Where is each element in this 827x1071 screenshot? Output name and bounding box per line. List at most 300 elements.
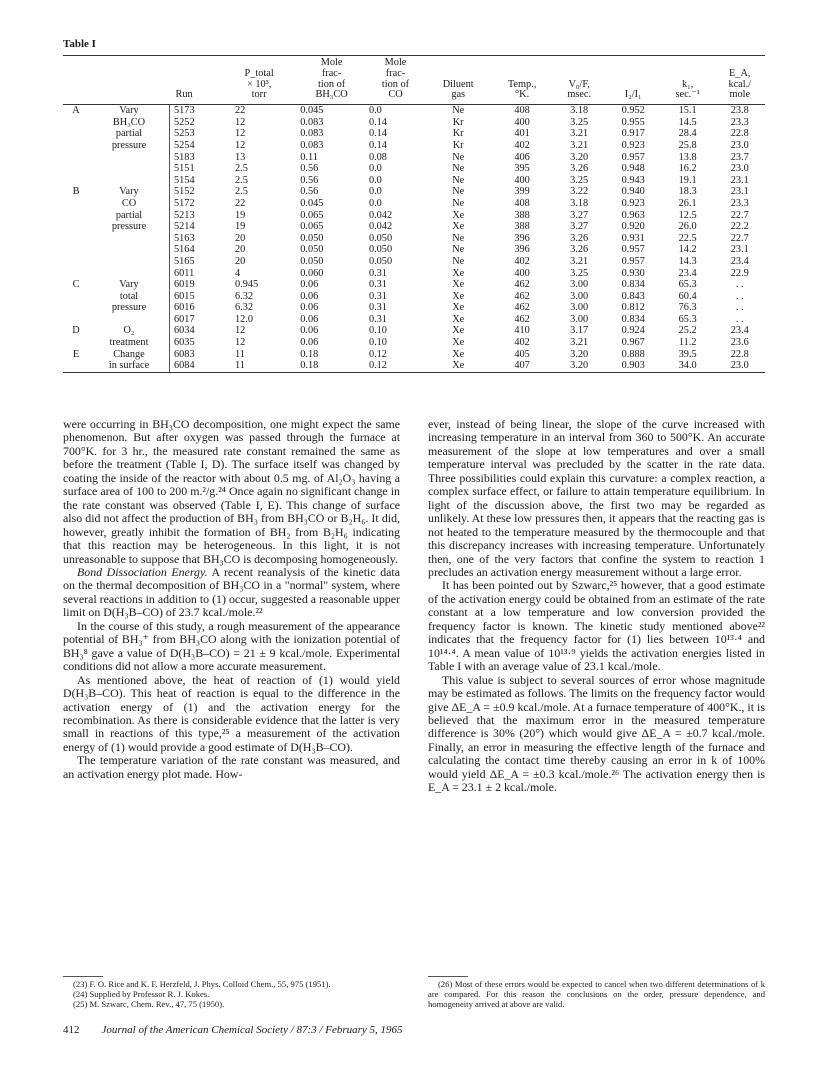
mole-fraction-bh3co-cell: 0.065 <box>300 209 324 221</box>
activation-energy-cell: 22.8 <box>730 348 749 360</box>
activation-energy-cell: 23.8 <box>730 105 749 117</box>
total-pressure-cell: 19 <box>235 221 246 233</box>
run-number-cell: 5183 <box>170 152 222 164</box>
table-row <box>63 337 765 349</box>
footnote: (26) Most of these errors would be expected to cancel when two different determinations of k are compared. For this reason the conclusions on the order, pressure dependence, and homogeneity arrived at above are valid. <box>428 979 765 1010</box>
rate-constant-cell: 34.0 <box>661 360 715 372</box>
mole-fraction-co-cell: 0.0 <box>368 186 382 198</box>
contact-time-cell: 3.25 <box>570 267 589 279</box>
intensity-ratio-cell: 0.931 <box>621 232 645 244</box>
intensity-ratio-cell: 0.834 <box>621 279 645 291</box>
activation-energy-cell: 23.0 <box>730 139 749 151</box>
total-pressure-cell: 22 <box>235 197 246 209</box>
contact-time-cell: 3.00 <box>570 302 589 314</box>
paragraph-text: A recent reanalysis of the kinetic data on the thermal decomposition of BH₃CO in a "normal" system, where several reactions in addition to (1) occur, suggested a reasonable upper limit on D(H₃B–CO) of 23.7 kcal./mole.²² <box>63 564 400 620</box>
rate-constant-cell: 76.3 <box>678 302 697 314</box>
paragraph-text: The temperature variation of the rate constant was measured, and an activation energy plot made. How- <box>63 753 400 781</box>
diluent-gas-cell: Xe <box>452 209 465 221</box>
rate-constant-cell: 60.4 <box>678 290 697 302</box>
mole-fraction-co-cell: 0.0 <box>368 163 382 175</box>
mole-fraction-bh3co-cell: 0.045 <box>300 197 324 209</box>
rate-constant-cell: 28.4 <box>678 128 697 140</box>
total-pressure-cell: 12 <box>235 337 246 349</box>
run-number-cell: 5252 <box>170 117 222 129</box>
temperature-cell: 402 <box>514 337 530 349</box>
diluent-gas-cell: Kr <box>452 128 464 140</box>
temperature-cell: 462 <box>514 313 530 325</box>
total-pressure-cell: 12 <box>235 116 246 128</box>
run-number-cell: 6015 <box>170 291 222 303</box>
group-description-cell: in surface <box>89 360 170 372</box>
diluent-gas-cell: Ne <box>452 174 465 186</box>
activation-energy-cell: 23.4 <box>730 255 749 267</box>
contact-time-cell: 3.17 <box>570 325 589 337</box>
diluent-gas-cell: Xe <box>452 302 465 314</box>
mole-fraction-co-cell: 0.050 <box>368 255 393 267</box>
diluent-gas-cell: Xe <box>452 221 465 233</box>
run-number-cell: 6084 <box>170 360 222 372</box>
run-number-cell: 5253 <box>170 128 222 140</box>
footnote: (25) M. Szwarc, Chem. Rev., 47, 75 (1950). <box>73 999 225 1010</box>
group-label-cell <box>63 337 89 349</box>
temperature-cell: 402 <box>514 139 530 151</box>
group-description-cell: Vary <box>119 105 139 117</box>
diluent-gas-cell: Xe <box>452 337 465 349</box>
contact-time-cell: 3.25 <box>570 116 589 128</box>
footnotes-left <box>63 979 400 1010</box>
intensity-ratio-cell: 0.967 <box>621 337 645 349</box>
table-row <box>63 186 765 198</box>
table-row <box>63 210 765 222</box>
contact-time-cell: 3.26 <box>570 244 589 256</box>
mole-fraction-co-cell: 0.042 <box>368 209 393 221</box>
run-number-cell: 5164 <box>170 244 222 256</box>
intensity-ratio-cell: 0.948 <box>621 163 645 175</box>
header-mole-fraction-bh3co: Mole frac- tion of BH₃CO <box>297 56 366 105</box>
group-label-cell: E <box>72 348 80 360</box>
mole-fraction-bh3co-cell: 0.56 <box>300 163 319 175</box>
group-label-cell <box>63 163 89 175</box>
mole-fraction-bh3co-cell: 0.18 <box>300 348 319 360</box>
diluent-gas-cell: Ne <box>452 232 465 244</box>
total-pressure-cell: 6.32 <box>235 302 254 314</box>
activation-energy-cell: 22.2 <box>730 221 749 233</box>
total-pressure-cell: 11 <box>235 348 245 360</box>
group-description-cell <box>89 175 170 187</box>
temperature-cell: 408 <box>514 105 530 117</box>
header-description <box>89 56 170 105</box>
table-row <box>63 291 765 303</box>
rate-constant-cell: 14.5 <box>678 116 697 128</box>
mole-fraction-bh3co-cell: 0.060 <box>300 267 324 279</box>
temperature-cell: 400 <box>514 116 530 128</box>
mole-fraction-co-cell: 0.31 <box>368 290 387 302</box>
header-activation-energy: E_A, kcal./ mole <box>714 56 765 105</box>
paragraph-text: It has been pointed out by Szwarc,²⁵ however, that a good estimate of the activation energy could be obtained from an estimate of the rate constant at a low temperature and low conversion provided the frequency factor is known. The kinetic study mentioned above²² indicates that the frequency factor for (1) lies between 10¹³·⁴ and 10¹⁴·⁴. A mean value of 10¹³·⁹ yields the activation energies listed in Table I with an average value of 23.1 kcal./mole. <box>428 578 765 674</box>
rate-constant-cell: 14.2 <box>678 244 697 256</box>
run-number-cell: 6016 <box>170 302 222 314</box>
paragraph-text: This value is subject to several sources of error whose magnitude may be estimated as follows. The limits on the frequency factor would give ΔE_A = ±0.9 kcal./mole. At a furnace temperature of 400°K., it is believed that the maximum error in the measured temperature difference is 30% (20°) which would give ΔE_A = ±0.7 kcal./mole. Finally, an error in measuring the effective length of the furnace and calculating the contact time thereby causing an error in k of 100% would yield ΔE_A = ±0.3 kcal./mole.²⁶ The activation energy then is E_A = 23.1 ± 2 kcal./mole. <box>428 672 765 795</box>
total-pressure-cell: 22 <box>235 105 246 117</box>
diluent-gas-cell: Xe <box>452 267 465 279</box>
table-row <box>63 163 765 175</box>
diluent-gas-cell: Ne <box>452 197 465 209</box>
run-number-cell: 5214 <box>170 221 222 233</box>
total-pressure-cell: 6.32 <box>235 290 254 302</box>
group-label-cell: B <box>72 186 80 198</box>
paragraph <box>63 620 400 674</box>
mole-fraction-bh3co-cell: 0.083 <box>300 116 324 128</box>
run-number-cell: 5172 <box>170 198 222 210</box>
mole-fraction-bh3co-cell: 0.06 <box>300 325 319 337</box>
mole-fraction-bh3co-cell: 0.083 <box>300 128 324 140</box>
header-mole-fraction-co: Mole frac- tion of CO <box>366 56 425 105</box>
data-table <box>63 55 765 373</box>
group-label-cell <box>63 244 89 256</box>
contact-time-cell: 3.18 <box>570 105 589 117</box>
mole-fraction-bh3co-cell: 0.06 <box>300 313 319 325</box>
table-row <box>63 279 765 291</box>
intensity-ratio-cell: 0.955 <box>621 116 645 128</box>
paragraph <box>63 418 400 566</box>
total-pressure-cell: 13 <box>235 151 246 163</box>
page-number: 412 <box>63 1024 80 1036</box>
table-row <box>63 360 765 372</box>
run-number-cell: 6034 <box>170 325 222 337</box>
mole-fraction-bh3co-cell: 0.18 <box>297 360 366 372</box>
run-number-cell: 6083 <box>170 349 222 361</box>
temperature-cell: 410 <box>514 325 530 337</box>
rate-constant-cell: 22.5 <box>678 232 697 244</box>
table-row <box>63 198 765 210</box>
total-pressure-cell: 2.5 <box>235 186 248 198</box>
table-row <box>63 268 765 280</box>
mole-fraction-bh3co-cell: 0.045 <box>300 105 324 117</box>
run-number-cell: 5165 <box>170 256 222 268</box>
group-label-cell <box>63 256 89 268</box>
run-number-cell: 5151 <box>170 163 222 175</box>
temperature-cell: 395 <box>514 163 530 175</box>
diluent-gas-cell: Xe <box>452 313 465 325</box>
group-description-cell <box>89 314 170 326</box>
group-label-cell: C <box>72 279 80 291</box>
group-label-cell <box>63 314 89 326</box>
paragraph-text: In the course of this study, a rough measurement of the appearance potential of BH₃⁺ from BH₃CO along with the ionization potential of BH₃⁸ gave a value of D(H₃B–CO) = 21 ± 9 kcal./mole. Experimental conditions did not allow a more accurate measurement. <box>63 618 400 674</box>
group-description-cell: Change <box>113 348 145 360</box>
mole-fraction-co-cell: 0.14 <box>368 128 387 140</box>
total-pressure-cell: 11 <box>221 360 297 372</box>
table-row <box>63 105 765 117</box>
contact-time-cell: 3.21 <box>570 337 589 349</box>
diluent-gas-cell: Kr <box>452 139 464 151</box>
diluent-gas-cell: Xe <box>425 360 491 372</box>
mole-fraction-co-cell: 0.31 <box>368 279 387 291</box>
total-pressure-cell: 20 <box>235 232 246 244</box>
contact-time-cell: 3.20 <box>570 151 589 163</box>
rate-constant-cell: 23.4 <box>678 267 697 279</box>
run-number-cell: 5173 <box>170 105 222 117</box>
header-run: Run <box>170 56 222 105</box>
contact-time-cell: 3.18 <box>570 197 589 209</box>
activation-energy-cell: . . <box>735 313 744 325</box>
group-label-cell: D <box>72 325 80 337</box>
footnote: (24) Supplied by Professor R. J. Kokes. <box>73 989 210 1000</box>
table-row <box>63 244 765 256</box>
diluent-gas-cell: Ne <box>452 255 465 267</box>
body-column-left <box>63 418 400 781</box>
rate-constant-cell: 18.3 <box>678 186 697 198</box>
mole-fraction-co-cell: 0.31 <box>368 313 387 325</box>
table-row <box>63 349 765 361</box>
group-label-cell <box>63 175 89 187</box>
paragraph <box>428 579 765 673</box>
group-description-cell: partial <box>115 128 143 140</box>
total-pressure-cell: 12 <box>235 128 246 140</box>
activation-energy-cell: 22.7 <box>730 232 749 244</box>
total-pressure-cell: 2.5 <box>235 174 248 186</box>
run-number-cell: 5254 <box>170 140 222 152</box>
table-row <box>63 302 765 314</box>
contact-time-cell: 3.27 <box>570 221 589 233</box>
rate-constant-cell: 39.5 <box>678 348 697 360</box>
mole-fraction-co-cell: 0.14 <box>368 116 387 128</box>
activation-energy-cell: 23.1 <box>730 174 749 186</box>
contact-time-cell: 3.26 <box>570 232 589 244</box>
paragraph-text: were occurring in BH₃CO decomposition, one might expect the same phenomenon. But after oxygen was passed through the furnace at 700°K. for 3 hr., the measured rate constant remained the same as before the treatment (Table I, D). The surface itself was changed by coating the inside of the reactor with about 0.5 mg. of Al₂O₃ having a surface area of 100 to 200 m.²/g.²⁴ Once again no significant change in the rate constant was observed (Table I, E). This change of surface also did not affect the production of BH₃ from BH₃CO or B₂H₆. It did, however, greatly inhibit the formation of BH₂ from B₂H₆ indicating that this reaction may be heterogeneous. In this light, it is not unreasonable to suppose that BH₃CO is decomposing homogeneously. <box>63 417 400 566</box>
mole-fraction-co-cell: 0.31 <box>368 302 387 314</box>
contact-time-cell: 3.21 <box>570 128 589 140</box>
mole-fraction-co-cell: 0.10 <box>368 337 387 349</box>
group-description-cell <box>89 256 170 268</box>
intensity-ratio-cell: 0.940 <box>621 186 645 198</box>
mole-fraction-co-cell: 0.0 <box>368 174 382 186</box>
activation-energy-cell: 23.6 <box>730 337 749 349</box>
temperature-cell: 396 <box>514 244 530 256</box>
activation-energy-cell: . . <box>735 290 744 302</box>
group-description-cell: pressure <box>111 302 147 314</box>
intensity-ratio-cell: 0.963 <box>621 209 645 221</box>
mole-fraction-co-cell: 0.042 <box>368 221 393 233</box>
temperature-cell: 388 <box>514 221 530 233</box>
mole-fraction-co-cell: 0.31 <box>368 267 387 279</box>
temperature-cell: 407 <box>491 360 553 372</box>
rate-constant-cell: 26.1 <box>678 197 697 209</box>
intensity-ratio-cell: 0.957 <box>621 255 645 267</box>
table-row <box>63 128 765 140</box>
temperature-cell: 400 <box>514 174 530 186</box>
contact-time-cell: 3.26 <box>570 163 589 175</box>
header-contact-time: V₀/F, msec. <box>553 56 606 105</box>
header-temperature: Temp., °K. <box>491 56 553 105</box>
activation-energy-cell: 22.9 <box>730 267 749 279</box>
rate-constant-cell: 25.2 <box>678 325 697 337</box>
group-label-cell <box>63 221 89 233</box>
contact-time-cell: 3.00 <box>570 279 589 291</box>
rate-constant-cell: 26.0 <box>678 221 697 233</box>
table-row <box>63 117 765 129</box>
rate-constant-cell: 19.1 <box>678 174 697 186</box>
paragraph-text: As mentioned above, the heat of reaction of (1) would yield D(H₃B–CO). This heat of reaction is equal to the difference in the activation energy of (1) and the activation energy for the recombination. As there is considerable evidence that the latter is very small in reactions of this type,²⁵ a measurement of the activation energy of (1) would provide a good estimate of D(H₃B–CO). <box>63 672 400 754</box>
group-description-cell <box>89 163 170 175</box>
contact-time-cell: 3.00 <box>570 313 589 325</box>
activation-energy-cell: . . <box>735 302 744 314</box>
journal-citation: Journal of the American Chemical Society / 87:3 / February 5, 1965 <box>101 1024 403 1036</box>
group-description-cell: BH₃CO <box>112 116 146 128</box>
intensity-ratio-cell: 0.843 <box>621 290 645 302</box>
paragraph <box>428 418 765 579</box>
diluent-gas-cell: Xe <box>452 348 465 360</box>
temperature-cell: 402 <box>514 255 530 267</box>
footnote: (23) F. O. Rice and K. F. Herzfeld, J. Phys. Colloid Chem., 55, 975 (1951). <box>73 979 331 989</box>
group-label-cell <box>63 128 89 140</box>
total-pressure-cell: 12 <box>235 325 246 337</box>
group-description-cell: O₂ <box>123 325 135 337</box>
temperature-cell: 399 <box>514 186 530 198</box>
mole-fraction-bh3co-cell: 0.083 <box>300 139 324 151</box>
activation-energy-cell: 23.1 <box>730 186 749 198</box>
total-pressure-cell: 2.5 <box>235 163 248 175</box>
mole-fraction-co-cell: 0.12 <box>366 360 425 372</box>
run-number-cell: 5152 <box>170 186 222 198</box>
intensity-ratio-cell: 0.888 <box>621 348 645 360</box>
group-description-cell: CO <box>121 197 137 209</box>
mole-fraction-bh3co-cell: 0.065 <box>300 221 324 233</box>
temperature-cell: 462 <box>514 279 530 291</box>
activation-energy-cell: 23.7 <box>730 151 749 163</box>
mole-fraction-co-cell: 0.08 <box>368 151 387 163</box>
run-number-cell: 6011 <box>170 268 222 280</box>
diluent-gas-cell: Ne <box>452 244 465 256</box>
total-pressure-cell: 0.945 <box>235 279 259 291</box>
intensity-ratio-cell: 0.920 <box>621 221 645 233</box>
mole-fraction-bh3co-cell: 0.06 <box>300 279 319 291</box>
paragraph <box>63 754 400 781</box>
intensity-ratio-cell: 0.930 <box>621 267 645 279</box>
header-group <box>63 56 89 105</box>
mole-fraction-co-cell: 0.050 <box>368 244 393 256</box>
temperature-cell: 462 <box>514 290 530 302</box>
paragraph <box>63 674 400 755</box>
activation-energy-cell: 23.1 <box>730 244 749 256</box>
mole-fraction-co-cell: 0.10 <box>368 325 387 337</box>
mole-fraction-co-cell: 0.12 <box>368 348 387 360</box>
group-description-cell: pressure <box>111 139 147 151</box>
group-description-cell: Vary <box>119 279 139 291</box>
rate-constant-cell: 65.3 <box>678 279 697 291</box>
body-column-right <box>428 418 765 795</box>
contact-time-cell: 3.21 <box>570 255 589 267</box>
paragraph <box>63 566 400 620</box>
contact-time-cell: 3.27 <box>570 209 589 221</box>
mole-fraction-co-cell: 0.14 <box>368 139 387 151</box>
table-row <box>63 221 765 233</box>
paragraph <box>428 674 765 795</box>
mole-fraction-bh3co-cell: 0.56 <box>300 174 319 186</box>
intensity-ratio-cell: 0.943 <box>621 174 645 186</box>
rate-constant-cell: 65.3 <box>678 313 697 325</box>
paragraph-text: ever, instead of being linear, the slope of the curve increased with increasing temperature in an interval from 360 to 500°K. An accurate measurement of the slope at low temperatures and over a small temperature interval was precluded by the scatter in the rate data. Three possibilities could explain this curvature: a complex reaction, a complex surface effect, or failure to attain temperature equilibrium. In light of the discussion above, the first two may be regarded as unlikely. At these low pressures then, it appears that the reacting gas is not heated to the temperature measured by the thermocouple and that this discrepancy increases with increasing temperature. Unfortunately then, one of the very factors that confine the system to reaction 1 precludes an activation energy measurement without a large error. <box>428 417 765 579</box>
contact-time-cell: 3.00 <box>570 290 589 302</box>
mole-fraction-co-cell: 0.0 <box>368 197 382 209</box>
table-row <box>63 325 765 337</box>
mole-fraction-co-cell: 0.050 <box>368 232 393 244</box>
group-description-cell: total <box>119 290 139 302</box>
group-label-cell <box>63 360 89 372</box>
activation-energy-cell: 23.3 <box>730 197 749 209</box>
contact-time-cell: 3.22 <box>570 186 589 198</box>
group-label-cell <box>63 268 89 280</box>
contact-time-cell: 3.21 <box>570 139 589 151</box>
rate-constant-cell: 25.8 <box>678 139 697 151</box>
intensity-ratio-cell: 0.957 <box>621 151 645 163</box>
temperature-cell: 396 <box>514 232 530 244</box>
intensity-ratio-cell: 0.923 <box>621 197 645 209</box>
intensity-ratio-cell: 0.924 <box>621 325 645 337</box>
run-number-cell: 5154 <box>170 175 222 187</box>
group-label-cell <box>63 233 89 245</box>
total-pressure-cell: 4 <box>235 267 241 279</box>
mole-fraction-bh3co-cell: 0.050 <box>300 255 324 267</box>
table-row <box>63 256 765 268</box>
diluent-gas-cell: Ne <box>452 105 465 117</box>
group-description-cell <box>89 244 170 256</box>
temperature-cell: 401 <box>514 128 530 140</box>
intensity-ratio-cell: 0.917 <box>621 128 645 140</box>
activation-energy-cell: . . <box>735 279 744 291</box>
run-number-cell: 6035 <box>170 337 222 349</box>
group-label-cell <box>63 198 89 210</box>
temperature-cell: 388 <box>514 209 530 221</box>
total-pressure-cell: 20 <box>235 244 246 256</box>
group-description-cell: partial <box>115 209 143 221</box>
table-row <box>63 175 765 187</box>
mole-fraction-co-cell: 0.0 <box>368 105 382 117</box>
mole-fraction-bh3co-cell: 0.050 <box>300 232 324 244</box>
diluent-gas-cell: Xe <box>452 290 465 302</box>
data-table-container <box>63 55 765 373</box>
temperature-cell: 406 <box>514 151 530 163</box>
page-footer <box>63 1024 403 1036</box>
diluent-gas-cell: Xe <box>452 279 465 291</box>
table-body <box>63 105 765 373</box>
mole-fraction-bh3co-cell: 0.56 <box>300 186 319 198</box>
activation-energy-cell: 23.3 <box>730 116 749 128</box>
total-pressure-cell: 12.0 <box>235 313 254 325</box>
temperature-cell: 462 <box>514 302 530 314</box>
temperature-cell: 408 <box>514 197 530 209</box>
table-row <box>63 314 765 326</box>
footnotes-right <box>428 979 765 1010</box>
diluent-gas-cell: Ne <box>452 151 465 163</box>
header-rate-constant: k₁, sec.⁻¹ <box>661 56 715 105</box>
mole-fraction-bh3co-cell: 0.06 <box>300 290 319 302</box>
group-label-cell <box>63 117 89 129</box>
rate-constant-cell: 14.3 <box>678 255 697 267</box>
rate-constant-cell: 13.8 <box>678 151 697 163</box>
run-number-cell: 5213 <box>170 210 222 222</box>
temperature-cell: 405 <box>514 348 530 360</box>
temperature-cell: 400 <box>514 267 530 279</box>
mole-fraction-bh3co-cell: 0.050 <box>300 244 324 256</box>
table-row <box>63 152 765 164</box>
group-label-cell <box>63 152 89 164</box>
header-intensity-ratio: I₂/I₁ <box>606 56 661 105</box>
mole-fraction-bh3co-cell: 0.06 <box>300 302 319 314</box>
group-label-cell <box>63 291 89 303</box>
activation-energy-cell: 22.7 <box>730 209 749 221</box>
group-description-cell: pressure <box>111 221 147 233</box>
group-description-cell <box>89 233 170 245</box>
